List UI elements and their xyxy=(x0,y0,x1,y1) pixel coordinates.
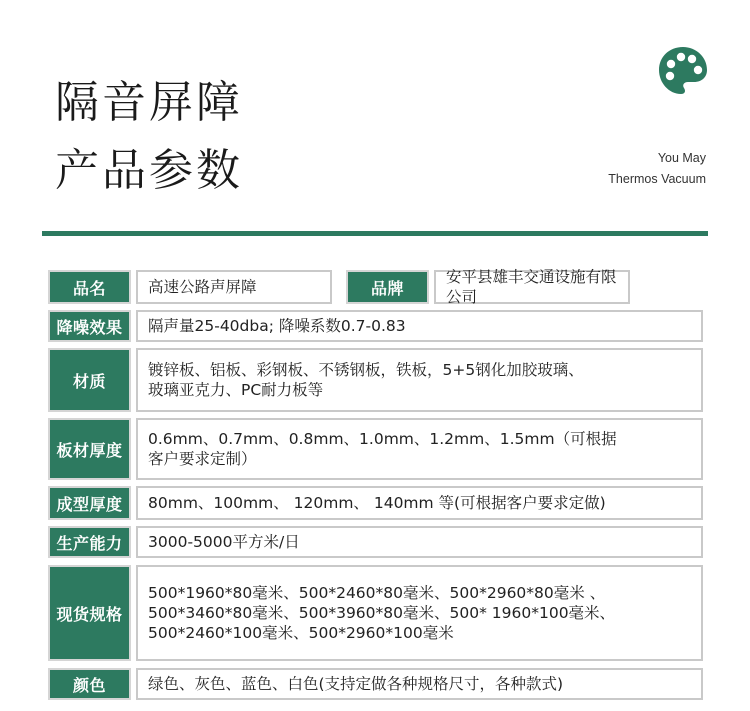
brand-tagline-line1: You May xyxy=(657,151,706,165)
row-label: 材质 xyxy=(48,348,131,412)
table-row-name-brand xyxy=(48,270,703,304)
palette-icon xyxy=(657,45,709,97)
row-label: 品名 xyxy=(48,270,131,304)
row-value: 80mm、100mm、 120mm、 140mm 等(可根据客户要求定做) xyxy=(136,486,703,520)
row-value: 绿色、灰色、蓝色、白色(支持定做各种规格尺寸，各种款式) xyxy=(136,668,703,700)
row-value xyxy=(136,348,703,412)
table-row-formed-thickness xyxy=(48,486,703,520)
row-label: 现货规格 xyxy=(48,565,131,661)
row-value xyxy=(136,418,703,480)
table-row-material xyxy=(48,348,703,412)
row-value-line: 500*1960*80毫米、500*2460*80毫米、500*2960*80毫米 、 xyxy=(148,584,606,602)
brand-tagline-line2: Thermos Vacuum xyxy=(608,172,706,186)
page-title-line1: 隔音屏障 xyxy=(55,77,243,128)
table-row-noise-reduction xyxy=(48,310,703,342)
row-value xyxy=(136,565,703,661)
row-value-line: 500*2460*100毫米、500*2960*100毫米 xyxy=(148,624,454,642)
row-label: 颜色 xyxy=(48,668,131,700)
row-label-brand: 品牌 xyxy=(346,270,429,304)
table-row-panel-thickness xyxy=(48,418,703,480)
header-divider xyxy=(42,231,708,236)
row-value-line: 客户要求定制） xyxy=(148,450,257,468)
row-label: 板材厚度 xyxy=(48,418,131,480)
row-label: 成型厚度 xyxy=(48,486,131,520)
row-value: 高速公路声屏障 xyxy=(136,270,332,304)
row-value: 隔声量25-40dba; 降噪系数0.7-0.83 xyxy=(136,310,703,342)
row-value-line: 500*3460*80毫米、500*3960*80毫米、500* 1960*100毫米、 xyxy=(148,604,616,622)
table-row-stock-spec xyxy=(48,565,703,661)
row-value-brand: 安平县雄丰交通设施有限公司 xyxy=(434,270,630,304)
row-value-line: 玻璃亚克力、PC耐力板等 xyxy=(148,381,324,399)
row-value-line: 镀锌板、铝板、彩钢板、不锈钢板，铁板，5+5钢化加胶玻璃、 xyxy=(148,361,584,379)
page-title-line2: 产品参数 xyxy=(55,145,243,196)
table-row-color xyxy=(48,668,703,700)
row-label: 生产能力 xyxy=(48,526,131,558)
table-row-capacity xyxy=(48,526,703,558)
row-label: 降噪效果 xyxy=(48,310,131,342)
row-value: 3000-5000平方米/日 xyxy=(136,526,703,558)
row-value-line: 0.6mm、0.7mm、0.8mm、1.0mm、1.2mm、1.5mm（可根据 xyxy=(148,430,617,448)
